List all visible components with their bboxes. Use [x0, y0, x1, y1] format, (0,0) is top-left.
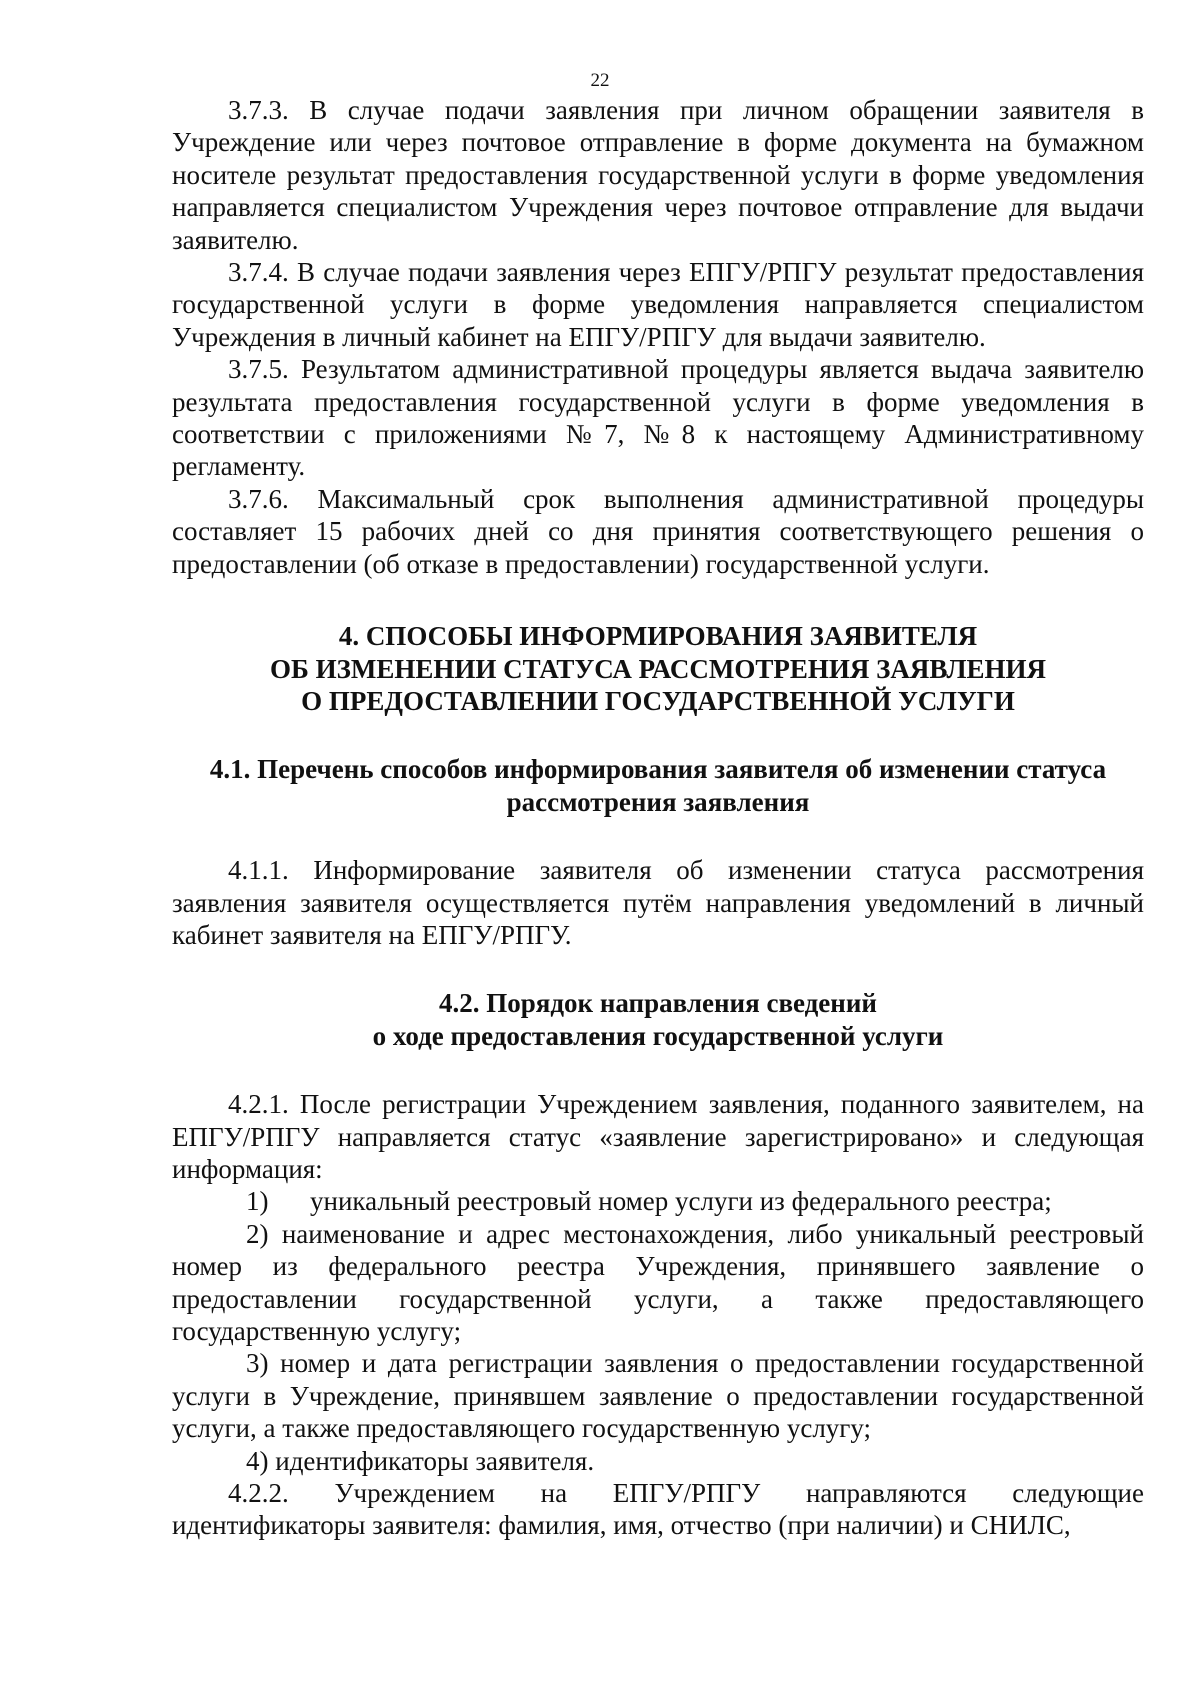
- subsection-4-2-title-line-1: 4.2. Порядок направления сведений: [439, 988, 877, 1019]
- paragraph-4-2-2: 4.2.2. Учреждением на ЕПГУ/РПГУ направляются следующие идентификаторы заявителя: фамилия, имя, отчество (при наличии) и СНИЛС,: [172, 1478, 1144, 1541]
- section-4-title-line-3: О ПРЕДОСТАВЛЕНИИ ГОСУДАРСТВЕННОЙ УСЛУГИ: [301, 685, 1015, 716]
- list-item-text: идентификаторы заявителя.: [275, 1445, 595, 1476]
- page-content: [172, 94, 1144, 1542]
- subsection-4-1-title-line-1: 4.1. Перечень способов информирования заявителя об изменении статуса: [209, 754, 1107, 785]
- paragraph-3-7-3: 3.7.3. В случае подачи заявления при личном обращении заявителя в Учреждение или через почтовое отправление в форме документа на бумажном носителе результат предоставления государственной услуги в форме уведомления направляется специалистом Учреждения через почтовое отправление для выдачи заявителю.: [172, 95, 1144, 255]
- page-number: 22: [590, 70, 610, 91]
- list-item-number: 2): [246, 1218, 269, 1249]
- subsection-4-1-title-line-2: рассмотрения заявления: [506, 786, 810, 817]
- list-item-text: номер и дата регистрации заявления о предоставлении государственной услуги в Учреждение, принявшем заявление о предоставлении государственной услуги, а также предоставляющего государственную услугу;: [172, 1348, 1144, 1444]
- subsection-4-2-heading: [172, 987, 1144, 1052]
- subsection-4-2-title-line-2: о ходе предоставления государственной услуги: [372, 1020, 944, 1051]
- list-item: [172, 1347, 1144, 1444]
- paragraph-3-7-6: 3.7.6. Максимальный срок выполнения административной процедуры составляет 15 рабочих дней со дня принятия соответствующего решения о предоставлении (об отказе в предоставлении) государственной услуги.: [172, 483, 1144, 579]
- list-item: [172, 1185, 1144, 1217]
- paragraph-3-7-5: 3.7.5. Результатом административной процедуры является выдача заявителю результата предоставления государственной услуги в форме уведомления в соответствии с приложениями №7, №8 к настоящему Административному регламенту.: [172, 354, 1144, 482]
- list-item: [172, 1445, 1144, 1477]
- paragraph-4-2-1: 4.2.1. После регистрации Учреждением заявления, поданного заявителем, на ЕПГУ/РПГУ направляется статус «заявление зарегистрировано» и следующая информация:: [172, 1089, 1144, 1184]
- section-4-title-line-2: ОБ ИЗМЕНЕНИИ СТАТУСА РАССМОТРЕНИЯ ЗАЯВЛЕНИЯ: [270, 653, 1046, 684]
- info-list: [172, 1185, 1144, 1477]
- section-4-title-line-1: 4. СПОСОБЫ ИНФОРМИРОВАНИЯ ЗАЯВИТЕЛЯ: [338, 621, 978, 652]
- subsection-4-1-heading: [172, 753, 1144, 818]
- list-item-text: наименование и адрес местонахождения, либо уникальный реестровый номер из федерального реестра Учреждения, принявшего заявление о предоставлении государственной услуги, а также предоставляющего государственную услугу;: [172, 1218, 1144, 1346]
- list-item-number: 4): [246, 1445, 269, 1476]
- list-item: [172, 1218, 1144, 1348]
- list-item-number: 3): [246, 1348, 269, 1379]
- list-item-number: 1): [246, 1186, 269, 1217]
- paragraph-3-7-4: 3.7.4. В случае подачи заявления через ЕПГУ/РПГУ результат предоставления государственной услуги в форме уведомления направляется специалистом Учреждения в личный кабинет на ЕПГУ/РПГУ для выдачи заявителю.: [172, 257, 1144, 352]
- section-4-heading: [172, 620, 1144, 717]
- paragraph-4-1-1: 4.1.1. Информирование заявителя об изменении статуса рассмотрения заявления заявителя осуществляется путём направления уведомлений в личный кабинет заявителя на ЕПГУ/РПГУ.: [172, 855, 1144, 950]
- list-item-text: уникальный реестровый номер услуги из федерального реестра;: [310, 1186, 1052, 1217]
